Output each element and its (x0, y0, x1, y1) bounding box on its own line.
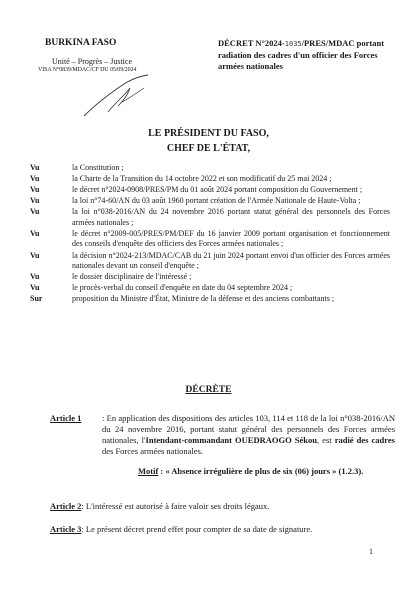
visa-key: Vu (30, 163, 40, 172)
visa-text: proposition du Ministre d'État, Ministre de la défense et des anciens combattants ; (72, 294, 335, 304)
article-1 (50, 413, 395, 457)
visa-key: Vu (30, 283, 40, 293)
visa-item (30, 251, 390, 272)
visa-item (30, 196, 390, 207)
visa-item (30, 174, 390, 185)
article-1-text-c: des Forces armées nationales. (102, 446, 204, 456)
visa-text: la loi n°74-60/AN du 03 août 1960 portant création de l'Armée Nationale de Haute-Volta ; (72, 196, 361, 206)
motif-text: : « Absence irrégulière de plus de six (06) jours » (1.2.3). (158, 466, 364, 476)
visa-key: Vu (30, 272, 40, 282)
motif-label: Motif (138, 466, 159, 476)
article-2-label: Article 2 (50, 501, 82, 511)
visa-key: Vu (30, 228, 40, 238)
visa-text: le décret n°2009-005/PRES/PM/DEF du 16 janvier 2009 portant organisation et fonctionnement des conseils d'enquête des officiers des Forces armées nationales ; (72, 228, 390, 249)
motif-line (138, 466, 363, 476)
article-1-text-b: , est (316, 435, 335, 445)
article-1-text-a: En application des dispositions des articles 103, 114 et 118 de la loi n°038-2016/AN du 24 novembre 2016, portant statut général des personnels des Forces armées nationales, l' (102, 413, 395, 445)
article-3-text: : Le présent décret prend effet pour compter de sa date de signature. (81, 524, 313, 534)
article-1-sep: : (102, 413, 107, 423)
visa-item (30, 185, 390, 196)
article-2-text: : L'intéressé est autorisé à faire valoir ses droits légaux. (81, 501, 270, 511)
article-1-label: Article 1 (50, 413, 82, 423)
page-number: 1 (369, 547, 373, 556)
decree-heading (218, 38, 403, 72)
national-motto: Unité – Progrès – Justice (52, 57, 132, 66)
visa-text: le dossier disciplinaire de l'intéressé ; (72, 272, 192, 282)
visa-text: la Charte de la Transition du 14 octobre 2022 et son modificatif du 25 mai 2024 ; (72, 174, 332, 184)
visa-item (30, 294, 390, 305)
officer-name: Intendant-commandant OUEDRAOGO Sékou (145, 435, 317, 445)
visa-text: la loi n°038-2016/AN du 24 novembre 2016 portant statut général des personnels des Forces armées nationales ; (72, 207, 390, 227)
visa-item (30, 163, 390, 174)
visa-key: Vu (30, 174, 40, 184)
decree-prefix: DÉCRET N°2024- (218, 38, 285, 48)
article-3 (50, 524, 395, 535)
chef-title: CHEF DE L'ÉTAT, (166, 143, 251, 154)
visa-stamp: VISA N°0839/MDAC/CF DU 05/09/2024 (38, 67, 137, 73)
visa-item (30, 229, 390, 250)
decree-number-handwritten: 1035 (284, 40, 302, 48)
visa-key: Sur (30, 294, 43, 304)
article-3-label: Article 3 (50, 524, 82, 534)
visa-item (30, 272, 390, 283)
visa-key: Vu (30, 250, 40, 260)
president-title: LE PRÉSIDENT DU FASO, (148, 128, 269, 139)
visa-key: Vu (30, 196, 40, 206)
visa-key: Vu (30, 185, 40, 195)
visa-key: Vu (30, 207, 40, 217)
visa-text: la décision n°2024-213/MDAC/CAB du 21 juin 2024 portant envoi d'un officier des Forces armées nationales devant un conseil d'enquête ; (72, 250, 390, 271)
visas-list (30, 163, 390, 305)
visa-text: la Constitution ; (72, 163, 124, 172)
visa-item (30, 207, 390, 228)
visa-text: le décret n°2024-0908/PRES/PM du 01 août 2024 portant composition du Gouvernement ; (72, 185, 363, 195)
handwritten-signature (78, 72, 158, 122)
visa-item (30, 283, 390, 294)
decrete-heading: DÉCRÈTE (185, 385, 232, 395)
radiation-phrase: radié des cadres (334, 435, 395, 445)
decree-suffix: /PRES/MDAC portant radiation des cadres d'un officier des Forces armées nationales (218, 38, 385, 71)
article-2 (50, 501, 395, 512)
visa-text: le procès-verbal du conseil d'enquête en date du 04 septembre 2024 ; (72, 283, 293, 293)
article-1-text (102, 413, 395, 457)
country-name: BURKINA FASO (45, 38, 117, 48)
